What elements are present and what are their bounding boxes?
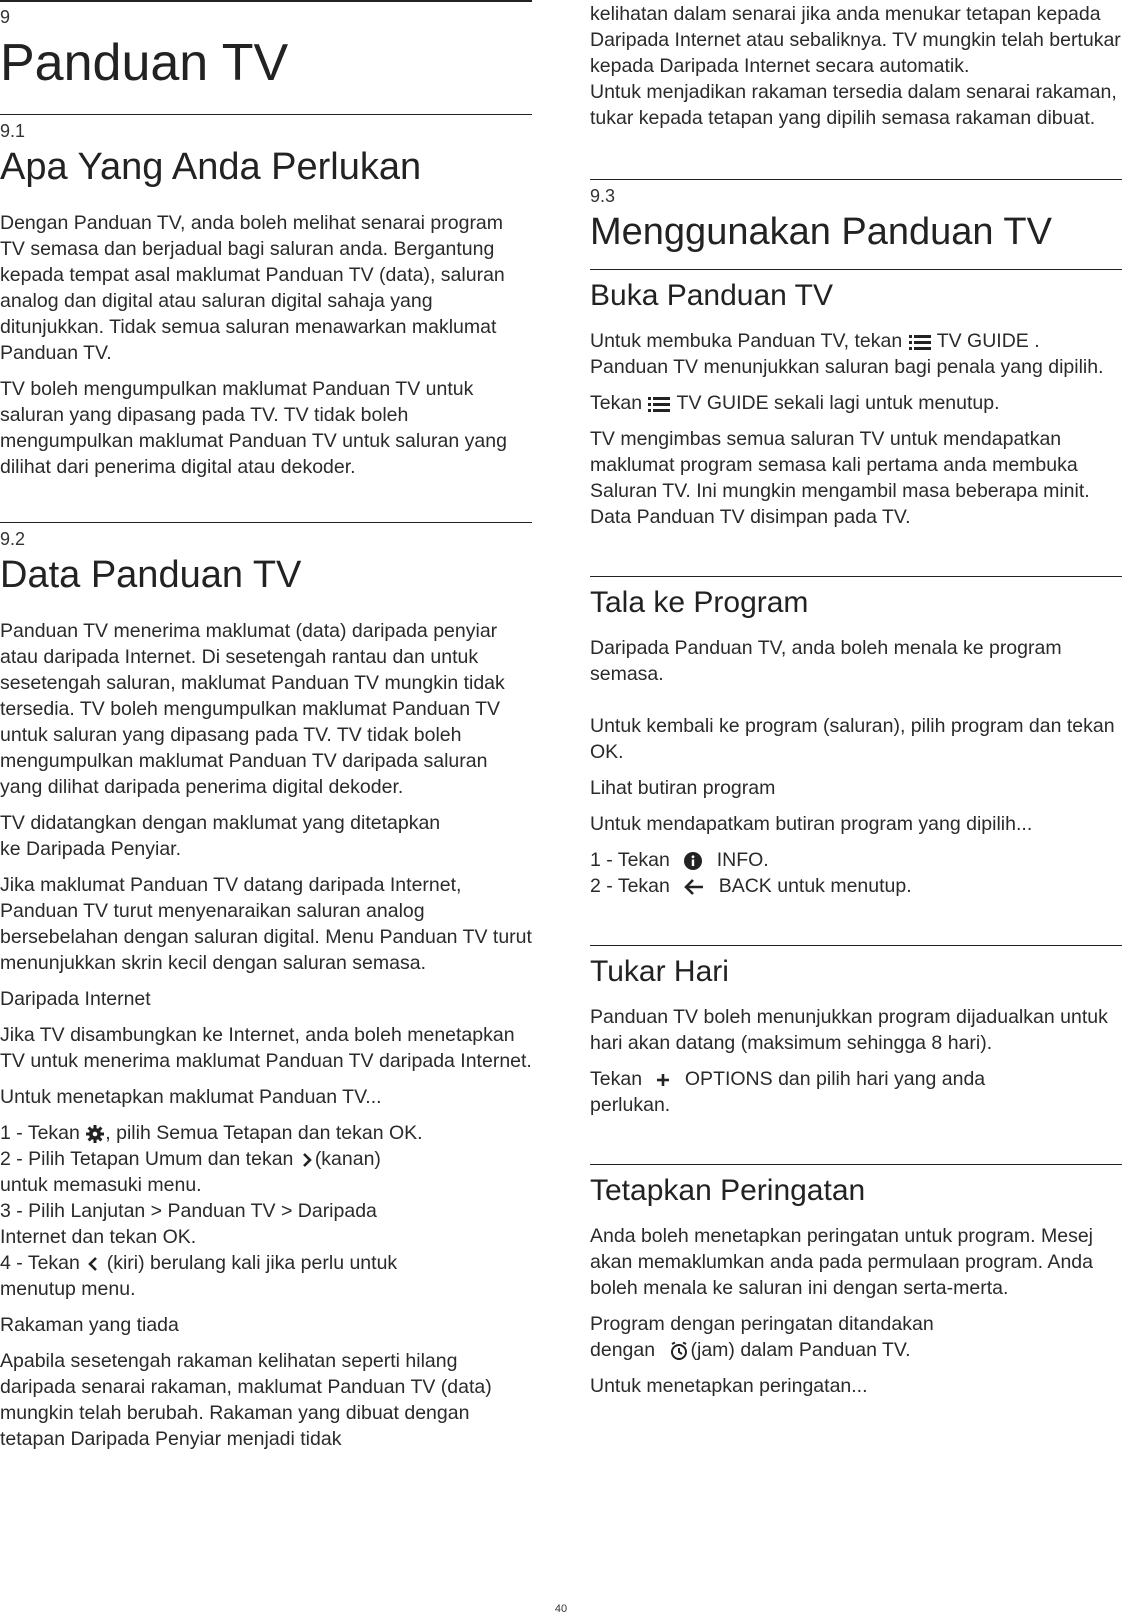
text: perlukan.	[590, 1094, 671, 1116]
step-list	[590, 847, 1122, 899]
paragraph: Panduan TV boleh menunjukkan program dijadualkan untuk hari akan datang (maksimum sehingga 8 hari).	[590, 1006, 1108, 1054]
paragraph: Untuk menjadikan rakaman tersedia dalam senarai rakaman, tukar kepada tetapan yang dipilih semasa rakaman dibuat.	[590, 81, 1117, 129]
subheading: Lihat butiran program	[590, 777, 776, 799]
subsection-title: Tetapkan Peringatan	[590, 1174, 866, 1207]
text: TV GUIDE sekali lagi untuk menutup.	[676, 392, 1000, 414]
paragraph: Dengan Panduan TV, anda boleh melihat senarai program TV semasa dan berjadual bagi saluran anda. Bergantung kepada tempat asal maklumat Panduan TV (data), saluran analog dan digital atau saluran digital sahaja yang ditunjukkan. Tidak semua saluran menawarkan maklumat Panduan TV.	[0, 212, 505, 364]
paragraph: Panduan TV menerima maklumat (data) daripada penyiar atau daripada Internet. Di sesetengah rantau dan untuk sesetengah saluran, maklumat Panduan TV mungkin tidak tersedia. TV boleh mengumpulkan maklumat Panduan TV untuk saluran yang dipasang pada TV. TV tidak boleh mengumpulkan maklumat Panduan TV daripada saluran yang dilihat daripada penerima digital dekoder.	[0, 620, 505, 798]
chapter-rule	[0, 0, 532, 2]
step-text: untuk memasuki menu.	[0, 1174, 202, 1196]
paragraph	[590, 1066, 1122, 1118]
paragraph: kelihatan dalam senarai jika anda menukar tetapan kepada Daripada Internet atau sebaliknya. TV mungkin telah bertukar kepada Daripada Internet secara automatik.	[590, 3, 1121, 77]
page-number: 40	[554, 1603, 568, 1615]
section-title: Apa Yang Anda Perlukan	[0, 146, 422, 188]
subsection-rule	[590, 1164, 1122, 1165]
paragraph: TV mengimbas semua saluran TV untuk mendapatkan maklumat program semasa kali pertama anda membuka Saluran TV. Ini mungkin mengambil masa beberapa minit. Data Panduan TV disimpan pada TV.	[590, 428, 1090, 528]
text: Program dengan peringatan ditandakan	[590, 1313, 934, 1335]
step-text: (kiri) berulang kali jika perlu untuk	[106, 1252, 398, 1274]
subheading: Daripada Internet	[0, 988, 151, 1010]
step-text: , pilih Semua Tetapan dan tekan OK.	[105, 1122, 423, 1144]
section-title: Menggunakan Panduan TV	[590, 211, 1052, 253]
step-text: INFO.	[716, 849, 769, 871]
chevron-left-icon	[85, 1255, 101, 1273]
section-number: 9.2	[0, 529, 26, 549]
plus-icon	[655, 1072, 671, 1088]
text: TV didatangkan dengan maklumat yang ditetapkan	[0, 812, 441, 834]
section-title: Data Panduan TV	[0, 554, 302, 596]
text: ke Daripada Penyiar.	[0, 838, 182, 860]
clock-icon	[669, 1341, 689, 1361]
text: OPTIONS dan pilih hari yang anda	[684, 1068, 986, 1090]
back-arrow-icon	[683, 878, 705, 896]
subsection-title: Buka Panduan TV	[590, 279, 833, 312]
subsection-rule	[590, 576, 1122, 577]
paragraph: Untuk menetapkan maklumat Panduan TV...	[0, 1086, 382, 1108]
subsection-rule	[590, 269, 1122, 270]
step-text: 4 - Tekan	[0, 1252, 80, 1274]
paragraph: Daripada Panduan TV, anda boleh menala ke program semasa.	[590, 637, 1062, 685]
step-text: Internet dan tekan OK.	[0, 1226, 197, 1248]
paragraph: Jika TV disambungkan ke Internet, anda boleh menetapkan TV untuk menerima maklumat Panduan TV daripada Internet.	[0, 1024, 532, 1072]
section-number: 9.1	[0, 121, 26, 141]
chevron-right-icon	[299, 1151, 315, 1169]
paragraph	[590, 1311, 1122, 1363]
subsection-rule	[590, 945, 1122, 946]
paragraph: Anda boleh menetapkan peringatan untuk program. Mesej akan memaklumkan anda pada permulaan program. Anda boleh menala ke saluran ini dengan serta-merta.	[590, 1225, 1093, 1299]
step-text: 1 - Tekan	[0, 1122, 80, 1144]
step-text: 2 - Tekan	[590, 875, 670, 897]
paragraph: TV boleh mengumpulkan maklumat Panduan TV untuk saluran yang dipasang pada TV. TV tidak boleh mengumpulkan maklumat Panduan TV untuk saluran yang dilihat dari penerima digital atau dekoder.	[0, 378, 507, 478]
subsection-title: Tala ke Program	[590, 586, 809, 619]
step-text: BACK untuk menutup.	[718, 875, 912, 897]
text: Tekan	[590, 392, 643, 414]
paragraph	[590, 328, 1122, 380]
section-rule	[590, 179, 1122, 180]
text: (jam) dalam Panduan TV.	[690, 1339, 911, 1361]
section-rule	[0, 114, 532, 115]
paragraph: Apabila sesetengah rakaman kelihatan seperti hilang daripada senarai rakaman, maklumat Panduan TV (data) mungkin telah berubah. Rakaman yang dibuat dengan tetapan Daripada Penyiar menjadi tidak	[0, 1350, 492, 1450]
text: dengan	[590, 1339, 656, 1361]
tv-guide-icon	[908, 333, 932, 351]
info-icon	[683, 851, 703, 871]
tv-guide-icon	[647, 395, 671, 413]
paragraph: Untuk mendapatkam butiran program yang dipilih...	[590, 813, 1033, 835]
section-number: 9.3	[590, 186, 616, 206]
section-rule	[0, 522, 532, 523]
subheading: Rakaman yang tiada	[0, 1314, 179, 1336]
chapter-number: 9	[0, 7, 11, 27]
text: Panduan TV menunjukkan saluran bagi penala yang dipilih.	[590, 356, 1104, 378]
paragraph: Untuk kembali ke program (saluran), pilih program dan tekan OK.	[590, 715, 1115, 763]
gear-icon	[85, 1124, 105, 1144]
subsection-title: Tukar Hari	[590, 955, 729, 988]
step-text: menutup menu.	[0, 1278, 136, 1300]
step-text: 2 - Pilih Tetapan Umum dan tekan	[0, 1148, 294, 1170]
paragraph: Untuk menetapkan peringatan...	[590, 1375, 868, 1397]
step-text: (kanan)	[314, 1148, 381, 1170]
paragraph	[590, 390, 1122, 416]
text: Tekan	[590, 1068, 643, 1090]
chapter-title: Panduan TV	[0, 34, 289, 92]
step-text: 3 - Pilih Lanjutan > Panduan TV > Daripada	[0, 1200, 377, 1222]
left-column	[0, 0, 532, 1452]
text: Untuk membuka Panduan TV, tekan	[590, 330, 903, 352]
right-column	[590, 0, 1122, 1399]
paragraph: Jika maklumat Panduan TV datang daripada Internet, Panduan TV turut menyenaraikan saluran analog bersebelahan dengan saluran digital. Menu Panduan TV turut menunjukkan skrin kecil dengan saluran semasa.	[0, 874, 532, 974]
paragraph	[0, 810, 532, 862]
step-list	[0, 1120, 532, 1302]
text: TV GUIDE .	[936, 330, 1040, 352]
step-text: 1 - Tekan	[590, 849, 670, 871]
